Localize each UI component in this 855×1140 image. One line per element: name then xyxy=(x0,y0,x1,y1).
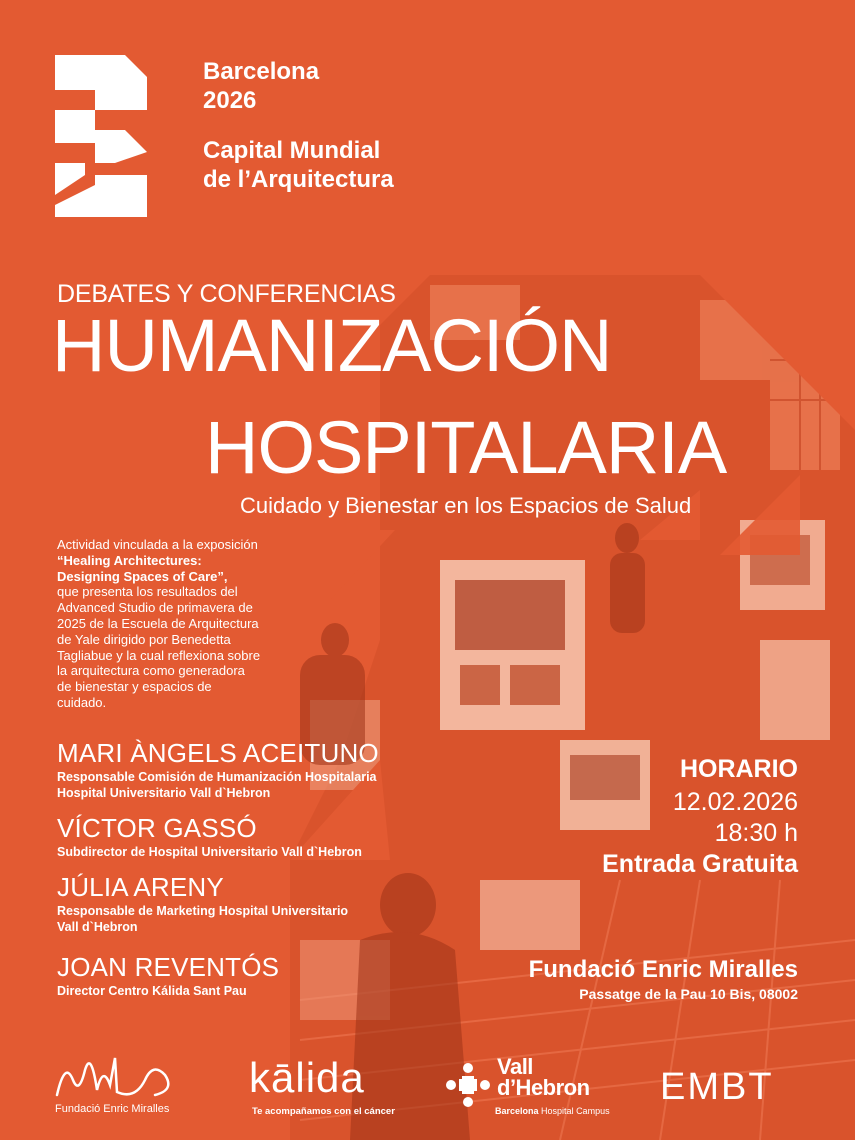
event-category: DEBATES Y CONFERENCIAS xyxy=(57,280,396,308)
speaker-3 xyxy=(57,872,348,935)
vall-hebron-line-1: Vall xyxy=(497,1054,533,1079)
vh-barcelona: Barcelona xyxy=(495,1106,539,1116)
schedule-time: 18:30 h xyxy=(714,819,798,847)
vall-hebron-wordmark xyxy=(497,1056,590,1098)
desc-body-2: Advanced Studio de primavera de xyxy=(57,600,253,616)
event-title-line-1: HUMANIZACIÓN xyxy=(52,304,612,387)
event-subtitle: Cuidado y Bienestar en los Espacios de Salud xyxy=(240,493,692,518)
speaker-role: Director Centro Kálida Sant Pau xyxy=(57,984,247,998)
capital-line-1: Capital Mundial xyxy=(203,137,381,164)
speaker-role: Responsable Comisión de Humanización Hospitalaria xyxy=(57,770,377,784)
desc-intro: Actividad vinculada a la exposición xyxy=(57,537,258,552)
schedule-entry: Entrada Gratuita xyxy=(602,850,798,878)
speaker-4 xyxy=(57,952,279,999)
desc-body-1: que presenta los resultados del xyxy=(57,584,238,600)
capital-title xyxy=(203,136,394,194)
exhibition-description xyxy=(57,537,289,727)
fundacio-miralles-wordmark: Fundació Enric Miralles xyxy=(55,1103,170,1115)
desc-body-4: de Yale dirigido por Benedetta xyxy=(57,631,231,647)
kalida-logo: kālida xyxy=(249,1054,365,1101)
barcelona-2026-logo-icon xyxy=(55,55,147,217)
desc-body-7: de bienestar y espacios de xyxy=(57,679,212,695)
speaker-role-2: Vall d`Hebron xyxy=(57,920,138,934)
capital-line-2: de l’Arquitectura xyxy=(203,166,394,193)
vh-campus: Hospital Campus xyxy=(541,1106,610,1116)
desc-body-8: cuidado. xyxy=(57,694,107,710)
speaker-role-2: Hospital Universitario Vall d`Hebron xyxy=(57,786,271,800)
speaker-name: MARI ÀNGELS ACEITUNO xyxy=(57,738,379,768)
speaker-name: VÍCTOR GASSÓ xyxy=(57,813,257,843)
desc-body-5: Tagliabue y la cual reflexiona sobre xyxy=(57,647,261,663)
speaker-name: JÚLIA ARENY xyxy=(57,872,224,902)
embt-logo: EMBT xyxy=(660,1066,774,1108)
speaker-role: Responsable de Marketing Hospital Universitario xyxy=(57,904,349,918)
speaker-2 xyxy=(57,813,362,860)
desc-body-3: 2025 de la Escuela de Arquitectura xyxy=(57,615,259,631)
venue-address: Passatge de la Pau 10 Bis, 08002 xyxy=(579,986,798,1002)
vall-hebron-cross-icon xyxy=(443,1060,493,1110)
city-year xyxy=(203,57,319,115)
desc-exhibition-name-2: Designing Spaces of Care”, xyxy=(57,568,228,584)
speaker-1 xyxy=(57,738,379,801)
venue-name: Fundació Enric Miralles xyxy=(528,956,798,983)
kalida-tagline: Te acompañamos con el cáncer xyxy=(252,1106,395,1117)
vall-hebron-campus xyxy=(495,1106,610,1116)
fundacio-miralles-logo-icon xyxy=(55,1050,185,1100)
year-line: 2026 xyxy=(203,87,257,114)
speaker-role: Subdirector de Hospital Universitario Vall d`Hebron xyxy=(57,845,362,859)
city-line: Barcelona xyxy=(203,58,320,85)
vall-hebron-line-2: d’Hebron xyxy=(497,1075,590,1100)
schedule-heading: HORARIO xyxy=(679,755,798,783)
speaker-name: JOAN REVENTÓS xyxy=(57,952,280,982)
desc-exhibition-name: “Healing Architectures: xyxy=(57,552,202,568)
event-title-line-2: HOSPITALARIA xyxy=(205,406,727,489)
desc-body-6: la arquitectura como generadora xyxy=(57,663,245,679)
schedule-date: 12.02.2026 xyxy=(672,788,798,816)
